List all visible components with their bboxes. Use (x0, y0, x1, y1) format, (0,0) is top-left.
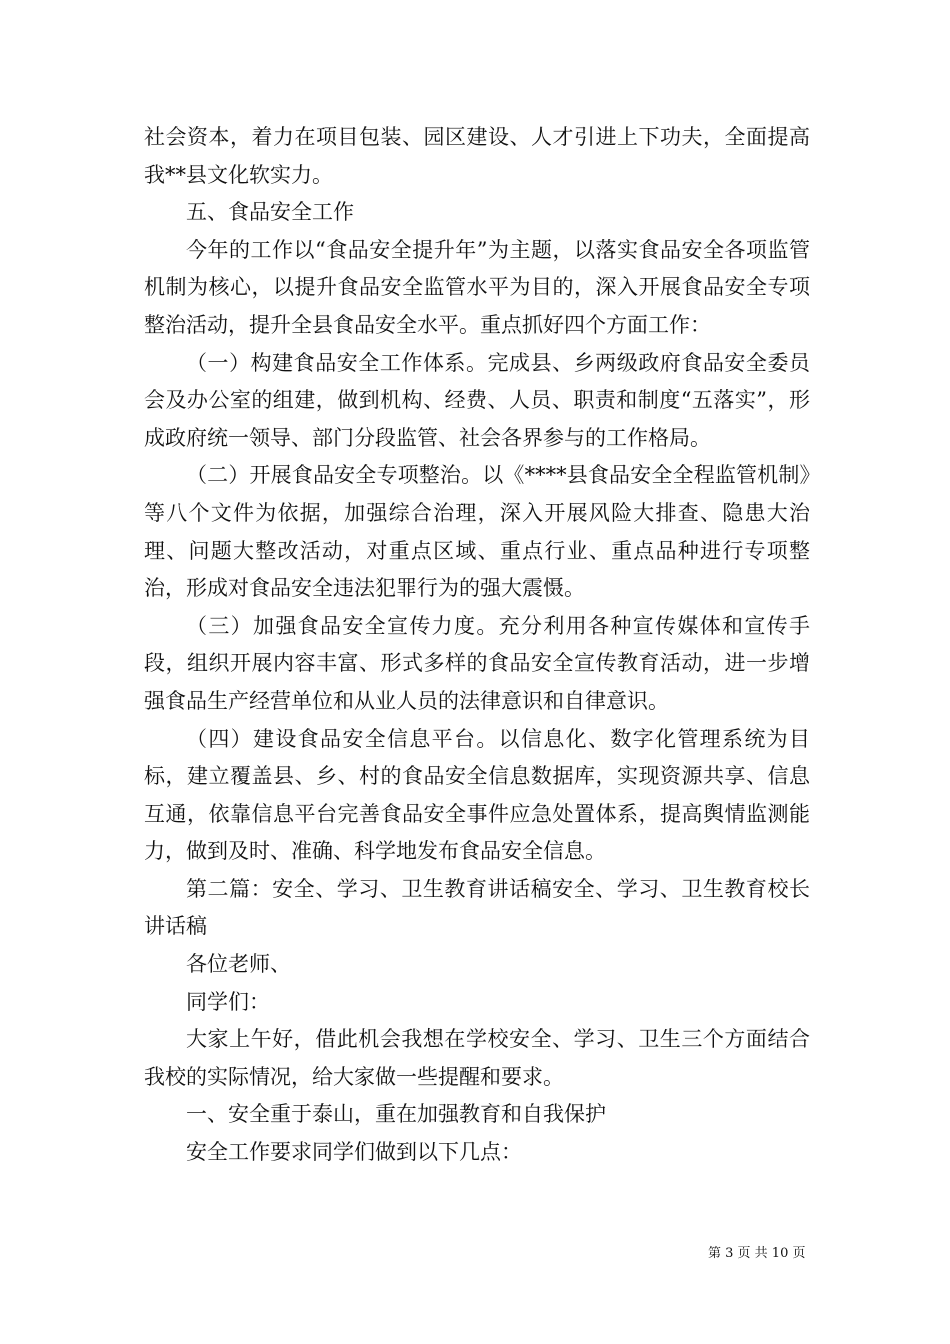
paragraph-safety-requirements: 安全工作要求同学们做到以下几点： (186, 1140, 522, 1165)
paragraph-item-2: （二）开展食品安全专项整治。以《****县食品安全全程监管机制》等八个文件为依据，加强综合治理，深入开展风险大排查、隐患大治理、问题大整改活动，对重点区域、重点行业、重点品种进行专项整治，形成对食品安全违法犯罪行为的强大震慑。 (144, 463, 810, 601)
paragraph-continuation: 社会资本，着力在项目包装、园区建设、人才引进上下功夫，全面提高我**县文化软实力。 (144, 125, 810, 187)
section-heading-food-safety: 五、食品安全工作 (186, 200, 354, 225)
salutation-students: 同学们： (186, 989, 270, 1014)
paragraph-item-1: （一）构建食品安全工作体系。完成县、乡两级政府食品安全委员会及办公室的组建，做到机构、经费、人员、职责和制度“五落实”，形成政府统一领导、部门分段监管、社会各界参与的工作格局。 (144, 350, 810, 450)
paragraph-item-4: （四）建设食品安全信息平台。以信息化、数字化管理系统为目标，建立覆盖县、乡、村的食品安全信息数据库，实现资源共享、信息互通，依靠信息平台完善食品安全事件应急处置体系，提高舆情监测能力，做到及时、准确、科学地发布食品安全信息。 (144, 726, 810, 864)
paragraph-intro: 今年的工作以“食品安全提升年”为主题，以落实食品安全各项监管机制为核心，以提升食品安全监管水平为目的，深入开展食品安全专项整治活动，提升全县食品安全水平。重点抓好四个方面工作： (144, 237, 810, 337)
page-number: 第 3 页 共 10 页 (708, 1246, 806, 1261)
chapter-heading: 第二篇：安全、学习、卫生教育讲话稿安全、学习、卫生教育校长讲话稿 (144, 876, 810, 939)
document-body (144, 119, 810, 1172)
paragraph-item-3: （三）加强食品安全宣传力度。充分利用各种宣传媒体和宣传手段，组织开展内容丰富、形式多样的食品安全宣传教育活动，进一步增强食品生产经营单位和从业人员的法律意识和自律意识。 (144, 613, 810, 713)
section-heading-safety: 一、安全重于泰山，重在加强教育和自我保护 (186, 1102, 606, 1127)
paragraph-greeting: 大家上午好，借此机会我想在学校安全、学习、卫生三个方面结合我校的实际情况，给大家做一些提醒和要求。 (144, 1027, 810, 1089)
salutation-teachers: 各位老师、 (186, 952, 291, 977)
